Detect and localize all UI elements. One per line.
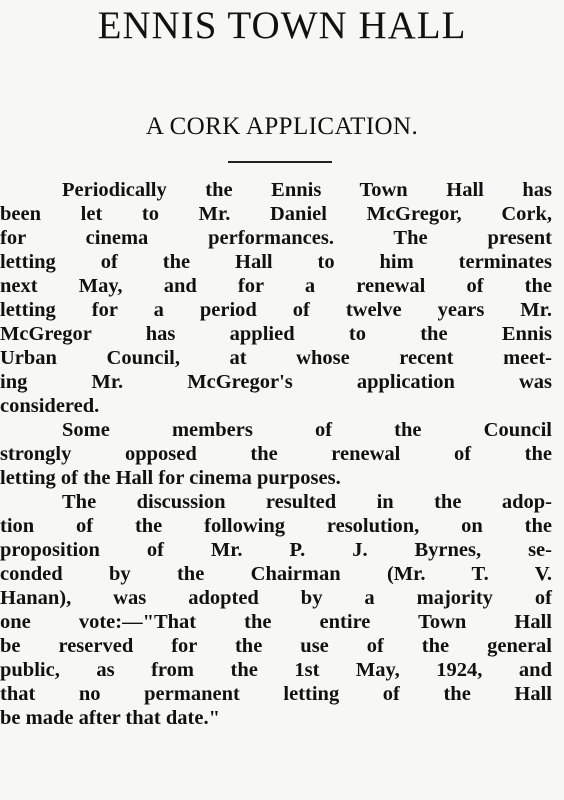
article-line: been let to Mr. Daniel McGregor, Cork, [0, 203, 552, 225]
article-line: be reserved for the use of the general [0, 635, 552, 657]
article-line: ing Mr. McGregor's application was [0, 371, 552, 393]
article-line: McGregor has applied to the Ennis [0, 323, 552, 345]
article-line: public, as from the 1st May, 1924, and [0, 659, 552, 681]
article-line: Periodically the Ennis Town Hall has [62, 179, 552, 201]
divider-rule [228, 161, 332, 163]
article-line: letting of the Hall for cinema purposes. [0, 467, 341, 489]
subheadline: A CORK APPLICATION. [145, 113, 419, 140]
article-line: considered. [0, 395, 100, 417]
article-line: for cinema performances. The present [0, 227, 552, 249]
headline: ENNIS TOWN HALL [97, 4, 467, 47]
article-line: strongly opposed the renewal of the [0, 443, 552, 465]
article-line: The discussion resulted in the adop- [62, 491, 552, 513]
article-line: Hanan), was adopted by a majority of [0, 587, 552, 609]
article-line: letting of the Hall to him terminates [0, 251, 552, 273]
article-line: that no permanent letting of the Hall [0, 683, 552, 705]
article-line: proposition of Mr. P. J. Byrnes, se- [0, 539, 552, 561]
article-line: one vote:—"That the entire Town Hall [0, 611, 552, 633]
article-line: be made after that date." [0, 707, 220, 729]
article-line: next May, and for a renewal of the [0, 275, 552, 297]
article-line: Urban Council, at whose recent meet- [0, 347, 552, 369]
article-line: Some members of the Council [62, 419, 552, 441]
article-line: tion of the following resolution, on the [0, 515, 552, 537]
article-line: letting for a period of twelve years Mr. [0, 299, 552, 321]
article-line: conded by the Chairman (Mr. T. V. [0, 563, 552, 585]
